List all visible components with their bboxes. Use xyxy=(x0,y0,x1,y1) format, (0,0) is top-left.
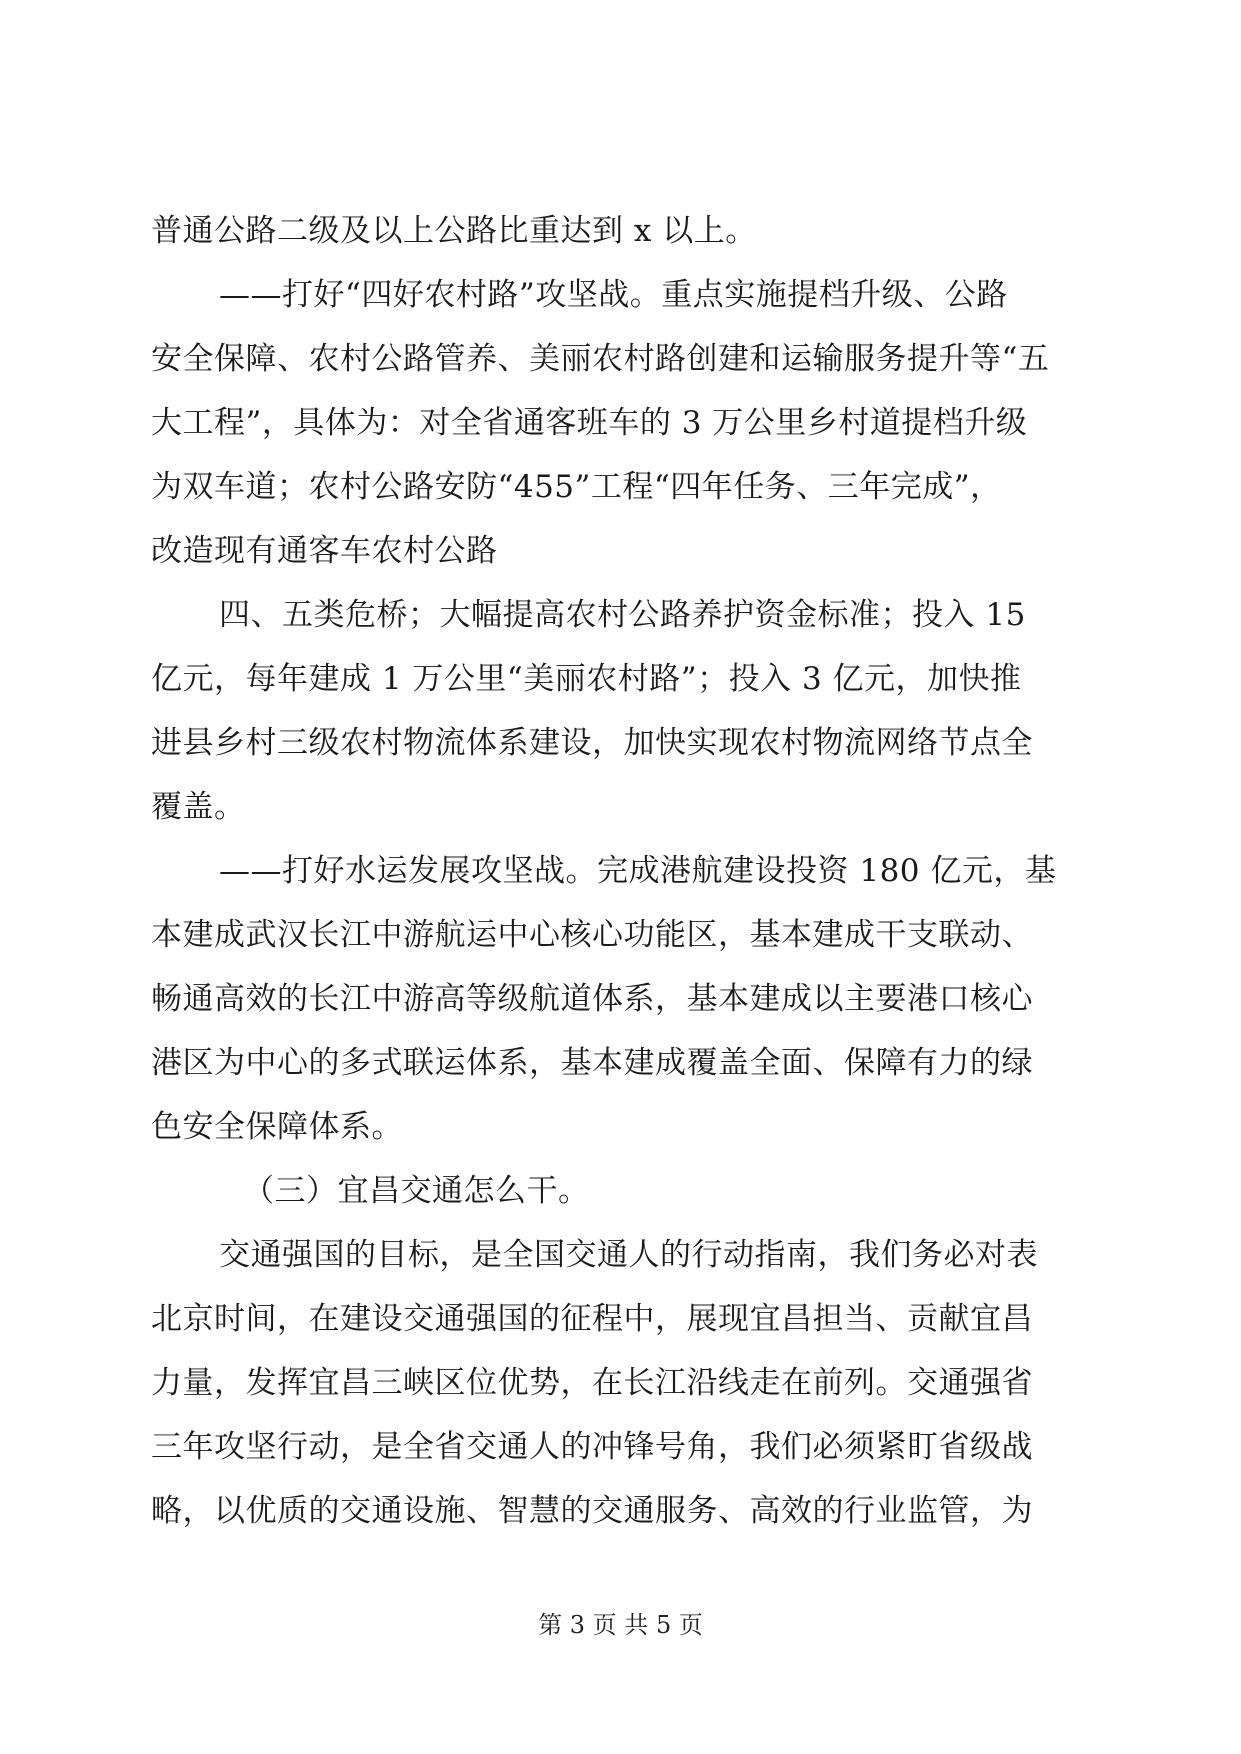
text-line: 普通公路二级及以上公路比重达到 x 以上。 xyxy=(151,213,757,249)
text-line: 安全保障、农村公路管养、美丽农村路创建和运输服务提升等“五 xyxy=(151,341,1050,377)
text-line: 港区为中心的多式联运体系，基本建成覆盖全面、保障有力的绿 xyxy=(151,1045,1033,1081)
text-line: 为双车道；农村公路安防“455”工程“四年任务、三年完成”， xyxy=(151,469,1002,505)
page-number-footer: 第 3 页 共 5 页 xyxy=(538,1611,703,1639)
text-line: 改造现有通客车农村公路 xyxy=(151,533,498,569)
text-line: 大工程”，具体为：对全省通客班车的 3 万公里乡村道提档升级 xyxy=(151,405,1028,441)
text-line: ——打好“四好农村路”攻坚战。重点实施提档升级、公路 xyxy=(219,277,1008,313)
text-line: 亿元，每年建成 1 万公里“美丽农村路”；投入 3 亿元，加快推 xyxy=(151,661,1022,697)
body-text xyxy=(151,199,1091,1543)
text-line: 色安全保障体系。 xyxy=(151,1109,403,1145)
text-line: 略，以优质的交通设施、智慧的交通服务、高效的行业监管，为 xyxy=(151,1493,1033,1529)
text-line: 四、五类危桥；大幅提高农村公路养护资金标准；投入 15 xyxy=(219,597,1026,633)
text-line: 交通强国的目标，是全国交通人的行动指南，我们务必对表 xyxy=(219,1237,1038,1273)
text-line: 进县乡村三级农村物流体系建设，加快实现农村物流网络节点全 xyxy=(151,725,1033,761)
text-line: 三年攻坚行动，是全省交通人的冲锋号角，我们必须紧盯省级战 xyxy=(151,1429,1033,1465)
text-line: ——打好水运发展攻坚战。完成港航建设投资 180 亿元，基 xyxy=(219,853,1057,889)
text-line: 力量，发挥宜昌三峡区位优势，在长江沿线走在前列。交通强省 xyxy=(151,1365,1033,1401)
text-line: 本建成武汉长江中游航运中心核心功能区，基本建成干支联动、 xyxy=(151,917,1033,953)
section-heading: （三）宜昌交通怎么干。 xyxy=(243,1173,590,1209)
text-line: 畅通高效的长江中游高等级航道体系，基本建成以主要港口核心 xyxy=(151,981,1033,1017)
text-line: 覆盖。 xyxy=(151,789,246,825)
text-line: 北京时间，在建设交通强国的征程中，展现宜昌担当、贡献宜昌 xyxy=(151,1301,1033,1337)
